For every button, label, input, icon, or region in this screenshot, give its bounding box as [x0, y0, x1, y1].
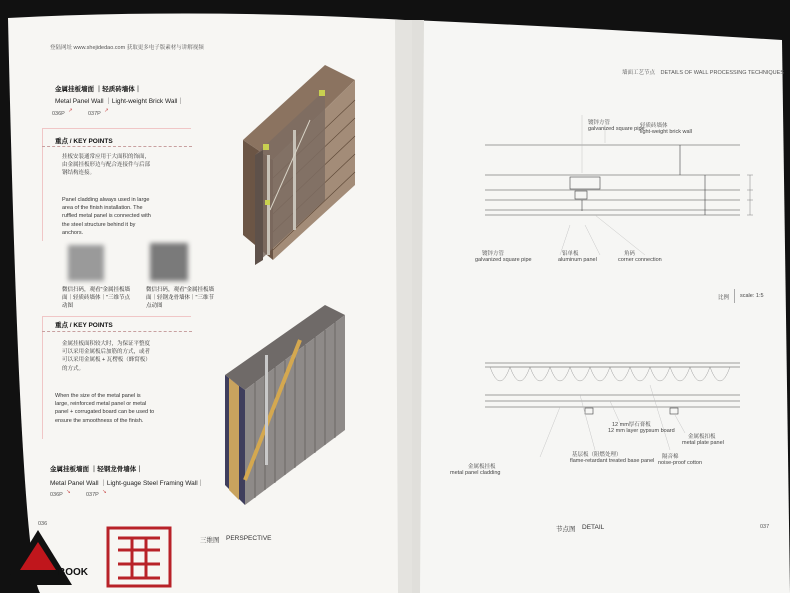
- right-header: 墙面工艺节点 DETAILS OF WALL PROCESSING TECHNIQUES: [622, 70, 784, 76]
- arrow-down-right-icon: ↘: [66, 489, 71, 495]
- qr-caption-2: 微信扫码，观看"金属挂板墙面｜轻钢龙骨墙体｜"三维节点动图: [146, 287, 214, 310]
- footer-cn-right: 节点图: [556, 526, 576, 533]
- qr-caption-1: 微信扫码，观看"金属挂板墙面｜轻质砖墙体｜"三维节点动图: [62, 287, 130, 310]
- section2-ref-2[interactable]: 037P: [86, 492, 99, 498]
- page-number-right: 037: [760, 524, 770, 530]
- arrow-up-right-icon: ↗: [68, 108, 73, 114]
- right-page: [410, 0, 790, 593]
- section1-title-en: Metal Panel Wall ｜Light-weight Brick Wall｜: [55, 98, 184, 105]
- detail1-label-5-en: corner connection: [618, 257, 662, 263]
- section2-title-en: Metal Panel Wall ｜Light-guage Steel Framing Wall｜: [50, 480, 205, 487]
- detail2-label-5-en: metal panel cladding: [450, 470, 501, 476]
- detail2-label-1-cn: 12 mm厚石膏板: [612, 422, 651, 428]
- section1-ref-2[interactable]: 037P: [88, 111, 101, 117]
- detail2-label-5-cn: 金属板挂板: [468, 464, 496, 470]
- section1-title-cn: 金属挂板墙面 ｜轻质砖墙体｜: [55, 86, 142, 93]
- detail2-label-2-cn: 金属板扣板: [688, 434, 716, 440]
- qr-code-1[interactable]: [68, 245, 104, 281]
- footer-en-right: DETAIL: [582, 524, 605, 531]
- section2-body-cn: 金属挂板面积较大时，为保证平整度可以采用金属板后加筋的方式，或者可以采用金属板 + 瓦楞板（蜂窝板）的方式。: [62, 341, 151, 372]
- detail1-label-2-en: light-weight brick wall: [640, 129, 692, 135]
- divider: [42, 146, 192, 147]
- detail2-label-3-en: flame-retardant treated base panel: [570, 458, 655, 464]
- footer-cn-left: 三维图: [200, 537, 220, 544]
- detail-drawing-1: [470, 115, 770, 275]
- arrow-down-right-icon: ↘: [102, 489, 107, 495]
- page-number-left: 036: [38, 521, 48, 527]
- detail1-label-2-cn: 轻质砖墙体: [640, 123, 668, 129]
- detail1-label-4-cn: 铝单板: [562, 251, 579, 257]
- divider: [42, 331, 192, 332]
- footer-en-left: PERSPECTIVE: [226, 535, 272, 542]
- key-points-label-1: 重点 / KEY POINTS: [55, 138, 113, 145]
- detail2-label-3-cn: 基层板（阻燃处理）: [572, 452, 622, 458]
- key-points-label-2: 重点 / KEY POINTS: [55, 322, 113, 329]
- scale-divider: [734, 289, 735, 303]
- scale-label-cn: 比例: [718, 295, 730, 301]
- detail1-label-3-en: galvanized square pipe: [475, 257, 532, 263]
- scale-label-en: scale: 1:5: [740, 293, 764, 299]
- detail1-label-5-cn: 角码: [624, 251, 636, 257]
- detail2-label-1-en: 12 mm layer gypsum board: [608, 428, 675, 434]
- section1-body-en: Panel cladding always used in large area of the finish installation. The ruffled metal panel is connected with the steel structure behind it by anchors.: [62, 197, 151, 236]
- qr-code-2[interactable]: [150, 243, 188, 281]
- detail1-label-4-en: aluminum panel: [558, 257, 597, 263]
- section2-body-en: When the size of the metal panel is large, reinforced metal panel or metal panel + corrugated board can be used to ensure the smoothness of the finish.: [55, 393, 155, 424]
- detail2-label-2-en: metal plate panel: [682, 440, 724, 446]
- header-url: 登陆网址 www.shejidedao.com 获取更多电子版素材与讲解视频: [50, 45, 204, 51]
- logo-text: BOOK: [58, 567, 88, 578]
- section1-body-cn: 挂板安装通常应用于大面积的饰面，由金属挂板形边与配合连接件与后部钢结构连接。: [62, 154, 151, 177]
- detail2-label-4-cn: 隔音棉: [662, 454, 679, 460]
- perspective-illustration-brick-wall: [215, 60, 365, 270]
- detail1-label-3-cn: 镀锌方管: [482, 251, 505, 257]
- detail1-label-1-cn: 镀锌方管: [588, 120, 611, 126]
- perspective-illustration-steel-frame: [215, 300, 355, 510]
- section1-ref-1[interactable]: 036P: [52, 111, 65, 117]
- right-page-shape: [410, 0, 790, 593]
- detail2-label-4-en: noise-proof cotton: [658, 460, 703, 466]
- section2-title-cn: 金属挂板墙面 ｜轻钢龙骨墙体｜: [50, 466, 143, 473]
- publisher-logo: [0, 520, 180, 593]
- detail1-label-1-en: galvanized square pipe: [588, 126, 645, 132]
- section2-ref-1[interactable]: 036P: [50, 492, 63, 498]
- arrow-up-right-icon: ↗: [104, 108, 109, 114]
